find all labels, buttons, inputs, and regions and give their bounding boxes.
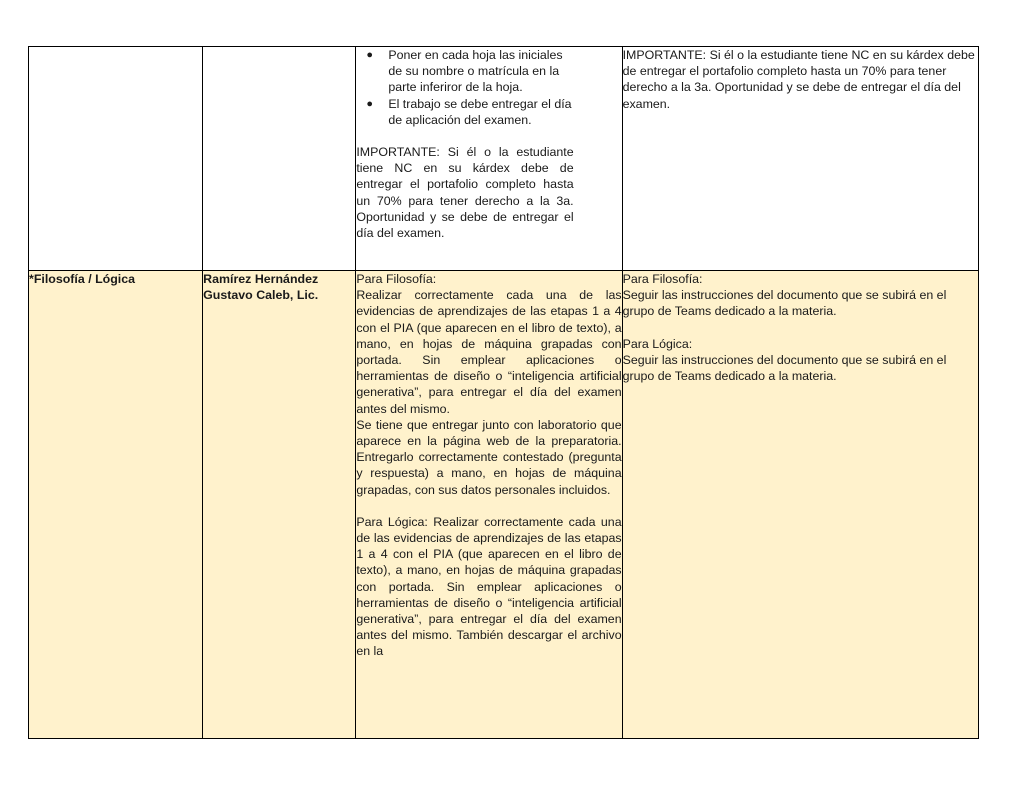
table-row — [29, 47, 979, 271]
bullet-list — [356, 47, 573, 128]
filosofia-heading: Para Filosofía: — [356, 272, 437, 286]
teacher-cell — [203, 47, 356, 271]
obs-filosofia-text: Seguir las instrucciones del documento que se subirá en el grupo de Teams dedicado a la materia. — [622, 288, 947, 319]
teacher-cell — [203, 271, 356, 739]
list-item — [356, 96, 573, 128]
observations-cell — [622, 47, 978, 271]
observations-cell — [622, 271, 978, 739]
obs-filosofia-heading: Para Filosofía: — [622, 272, 703, 286]
subject-cell — [29, 271, 203, 739]
important-note: IMPORTANTE: Si él o la estudiante tiene NC en su kárdex debe de entregar el portafolio completo hasta un 70% para tener derecho a la 3a. Oportunidad y se debe de entregar el día del examen. — [622, 48, 975, 111]
obs-logica-text: Seguir las instrucciones del documento que se subirá en el grupo de Teams dedicado a la materia. — [622, 352, 947, 384]
list-item — [356, 47, 573, 96]
laboratorio-text: Se tiene que entregar junto con laboratorio que aparece en la página web de la preparatoria. Entregarlo correctamente contestado (pregunta y respuesta) a mano, en hojas de máquina grapadas, con sus datos personales incluidos. — [356, 417, 622, 497]
important-note: IMPORTANTE: Si él o la estudiante tiene NC en su kárdex debe de entregar el portafolio completo hasta un 70% para tener derecho a la 3a. Oportunidad y se debe de entregar el día del examen. — [356, 145, 574, 241]
bullet-icon: ● — [366, 49, 373, 61]
bullet-text: Poner en cada hoja las iniciales de su nombre o matrícula en la parte inferiror de la hoja. — [388, 48, 563, 95]
filosofia-text: Realizar correctamente cada una de las evidencias de aprendizajes de las etapas 1 a 4 con el PIA (que aparecen en el libro de texto), a mano, en hojas de máquina grapadas con portada. Sin emplear aplicaciones o herramientas de diseño o “inteligencia artificial generativa”, para entregar el día del examen antes del mismo. — [356, 288, 622, 416]
requirements-cell — [356, 47, 622, 271]
subject-cell — [29, 47, 203, 271]
table-row — [29, 271, 979, 739]
requirements-cell — [356, 271, 622, 739]
obs-logica-heading: Para Lógica: — [622, 336, 693, 351]
subject-name: *Filosofía / Lógica — [29, 272, 136, 286]
logica-text: Para Lógica: Realizar correctamente cada una de las evidencias de aprendizajes de las etapas 1 a 4 con el PIA (que aparecen en el libro de texto), a mano, en hojas de máquina grapadas con portada. Sin emplear aplicaciones o herramientas de diseño o “inteligencia artificial generativa”, para entregar el día del examen antes del mismo. También descargar el archivo en la — [356, 514, 622, 659]
bullet-icon: ● — [366, 97, 373, 110]
requirements-table — [28, 46, 979, 739]
bullet-text: El trabajo se debe entregar el día de aplicación del examen. — [388, 96, 572, 127]
teacher-name: Ramírez Hernández Gustavo Caleb, Lic. — [203, 272, 319, 303]
